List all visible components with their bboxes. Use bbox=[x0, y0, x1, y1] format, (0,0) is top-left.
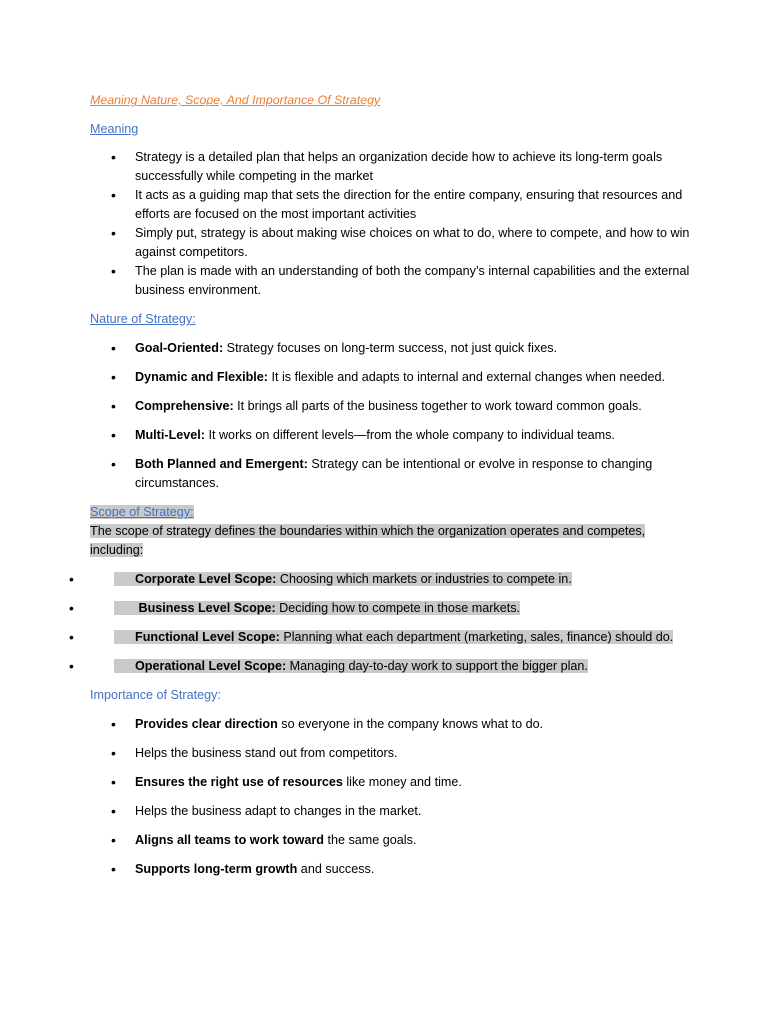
list-item-term: Functional Level Scope: bbox=[135, 630, 280, 644]
document-title: Meaning Nature, Scope, And Importance Of Strategy bbox=[90, 93, 381, 107]
list-item bbox=[90, 426, 690, 445]
list-item-text: Strategy focuses on long-term success, not just quick fixes. bbox=[223, 341, 558, 355]
list-item-term: Comprehensive: bbox=[135, 399, 234, 413]
bullet-icon: • bbox=[69, 571, 74, 587]
bullet-icon: • bbox=[111, 803, 116, 819]
list-item-term: Provides clear direction bbox=[135, 717, 278, 731]
meaning-heading: Meaning bbox=[90, 122, 139, 136]
bullet-icon: • bbox=[111, 774, 116, 790]
list-item-term: Ensures the right use of resources bbox=[135, 775, 343, 789]
list-item-term: Operational Level Scope: bbox=[135, 659, 287, 673]
list-item bbox=[90, 860, 690, 879]
list-item-term: Dynamic and Flexible: bbox=[135, 370, 268, 384]
list-item-term: Corporate Level Scope: bbox=[135, 572, 277, 586]
list-item-term: Both Planned and Emergent: bbox=[135, 457, 308, 471]
bullet-icon: • bbox=[111, 340, 116, 356]
list-item bbox=[90, 773, 690, 792]
list-item bbox=[90, 744, 690, 763]
bullet-icon: • bbox=[69, 658, 74, 674]
document-page bbox=[69, 91, 690, 889]
bullet-icon: • bbox=[111, 369, 116, 385]
bullet-icon: • bbox=[111, 456, 116, 472]
list-item bbox=[69, 570, 690, 589]
list-item bbox=[90, 397, 690, 416]
bullet-icon: • bbox=[111, 149, 116, 165]
bullet-icon: • bbox=[111, 263, 116, 279]
list-item-text: Managing day-to-day work to support the bigger plan. bbox=[286, 659, 588, 673]
list-item bbox=[90, 455, 690, 493]
scope-heading-text: Scope of Strategy: bbox=[90, 505, 194, 519]
list-item-text: like money and time. bbox=[342, 775, 462, 789]
highlighted-item bbox=[69, 571, 572, 587]
highlighted-item bbox=[69, 629, 674, 645]
bullet-icon: • bbox=[111, 398, 116, 414]
list-item-text: and success. bbox=[297, 862, 375, 876]
list-item-text: It brings all parts of the business together to work toward common goals. bbox=[233, 399, 642, 413]
bullet-icon: • bbox=[111, 716, 116, 732]
bullet-icon: • bbox=[69, 629, 74, 645]
bullet-icon: • bbox=[111, 861, 116, 877]
list-item-text: The plan is made with an understanding of both the company’s internal capabilities and the external business environment. bbox=[135, 264, 690, 297]
importance-list bbox=[90, 715, 690, 879]
list-item bbox=[90, 186, 690, 224]
list-item bbox=[90, 831, 690, 850]
list-item-text: Helps the business stand out from competitors. bbox=[135, 746, 398, 760]
meaning-list bbox=[90, 148, 690, 300]
scope-heading bbox=[90, 503, 690, 522]
list-item-text: It acts as a guiding map that sets the direction for the entire company, ensuring that resources and efforts are focused on the most important activities bbox=[135, 188, 683, 221]
list-item-term: Goal-Oriented: bbox=[135, 341, 224, 355]
list-item-text: Helps the business adapt to changes in the market. bbox=[135, 804, 422, 818]
list-item-term: Business Level Scope: bbox=[135, 601, 276, 615]
list-item-text: Deciding how to compete in those markets. bbox=[275, 601, 520, 615]
nature-list bbox=[90, 339, 690, 493]
list-item bbox=[69, 628, 690, 647]
list-item-text: Strategy can be intentional or evolve in response to changing circumstances. bbox=[135, 457, 653, 490]
bullet-icon: • bbox=[111, 427, 116, 443]
highlighted-item bbox=[69, 658, 588, 674]
list-item bbox=[90, 224, 690, 262]
list-item-text: Simply put, strategy is about making wise choices on what to do, where to compete, and how to win against competitors. bbox=[135, 226, 690, 259]
scope-intro-text: The scope of strategy defines the boundaries within which the organization operates and competes, including: bbox=[90, 524, 646, 557]
list-item bbox=[90, 368, 690, 387]
list-item bbox=[69, 599, 690, 618]
highlighted-item bbox=[69, 600, 520, 616]
list-item-term: Supports long-term growth bbox=[135, 862, 298, 876]
list-item bbox=[90, 262, 690, 300]
bullet-icon: • bbox=[69, 600, 74, 616]
bullet-icon: • bbox=[111, 187, 116, 203]
list-item-text: It works on different levels—from the whole company to individual teams. bbox=[204, 428, 615, 442]
list-item-term: Aligns all teams to work toward bbox=[135, 833, 324, 847]
bullet-icon: • bbox=[111, 745, 116, 761]
list-item-term: Multi-Level: bbox=[135, 428, 205, 442]
list-item-text: the same goals. bbox=[323, 833, 417, 847]
list-item bbox=[69, 657, 690, 676]
list-item-text: It is flexible and adapts to internal and external changes when needed. bbox=[267, 370, 665, 384]
list-item-text: Choosing which markets or industries to compete in. bbox=[276, 572, 572, 586]
list-item bbox=[90, 339, 690, 358]
list-item bbox=[90, 715, 690, 734]
bullet-icon: • bbox=[111, 225, 116, 241]
list-item-text: Planning what each department (marketing, sales, finance) should do. bbox=[279, 630, 674, 644]
nature-heading: Nature of Strategy: bbox=[90, 312, 196, 326]
list-item bbox=[90, 148, 690, 186]
list-item-text: Strategy is a detailed plan that helps an organization decide how to achieve its long-term goals successfully while competing in the market bbox=[135, 150, 663, 183]
scope-intro bbox=[90, 522, 665, 560]
list-item-text: so everyone in the company knows what to do. bbox=[277, 717, 544, 731]
list-item bbox=[90, 802, 690, 821]
importance-heading: Importance of Strategy: bbox=[90, 688, 221, 702]
scope-list bbox=[69, 570, 690, 676]
bullet-icon: • bbox=[111, 832, 116, 848]
